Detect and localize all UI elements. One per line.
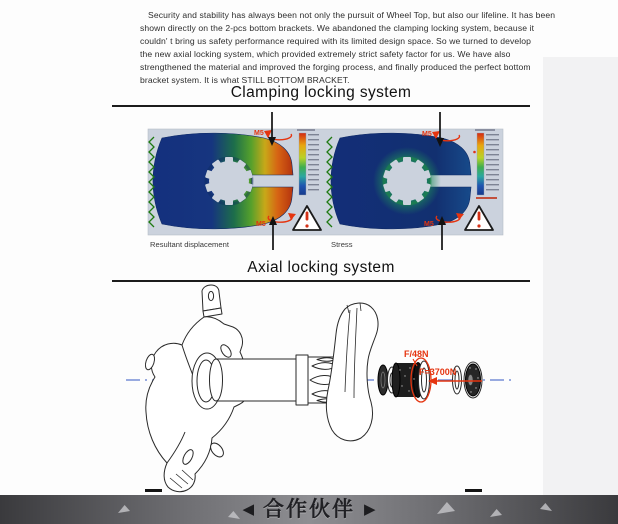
fea-simulation-figure — [112, 106, 540, 254]
banner-decoration-icon — [540, 503, 552, 511]
torque-label: M5 — [424, 221, 434, 228]
intro-paragraph — [140, 9, 592, 88]
force-label-bottom: F=3700N — [419, 367, 457, 377]
intro-line: Security and stability has always been not only the pursuit of Wheel Top, but also our lifeline. It has been — [148, 10, 556, 20]
torque-label: M5 — [256, 221, 266, 228]
banner-right-arrow-icon: ▶ — [364, 501, 376, 518]
banner-title: 合作伙伴 — [263, 498, 355, 521]
axial-section-title: Axial locking system — [112, 259, 530, 282]
intro-line: the new axial locking system, which provided extremely strict safety factor for us. We have also — [140, 49, 511, 60]
crop-mark — [465, 489, 482, 492]
banner-decoration-icon — [437, 502, 455, 514]
torque-label: M5 — [254, 130, 264, 137]
banner-decoration-icon — [490, 509, 502, 517]
spindle — [210, 355, 342, 405]
banner-decoration-icon — [118, 505, 130, 513]
caption-stress: Stress — [331, 240, 353, 249]
crankset-exploded-drawing — [118, 283, 518, 495]
crop-mark — [145, 489, 162, 492]
page-right-margin — [543, 57, 618, 495]
banner-left-arrow-icon: ◀ — [242, 501, 254, 518]
intro-line: shown directly on the 2-pcs bottom brackets. We abandoned the clamping locking system, because it — [140, 23, 535, 34]
force-label-top: F/48N — [404, 349, 429, 359]
intro-line: bracket system. It is what STILL BOTTOM BRACKET. — [140, 75, 350, 86]
lock-nut — [464, 362, 482, 398]
torque-label: M5 — [422, 131, 432, 138]
caption-resultant-displacement: Resultant displacement — [150, 240, 229, 249]
banner-decoration-icon — [228, 511, 240, 519]
intro-line: couldn' t bring us safety performance required with its limited design space. So we turned to develop — [140, 36, 532, 47]
partners-banner — [0, 495, 618, 524]
clamping-section-title: Clamping locking system — [112, 84, 530, 107]
intro-line: strengthened the material and improved the forging process, and finally produced the perfect bottom — [140, 62, 531, 73]
right-crank-arm — [326, 303, 378, 441]
